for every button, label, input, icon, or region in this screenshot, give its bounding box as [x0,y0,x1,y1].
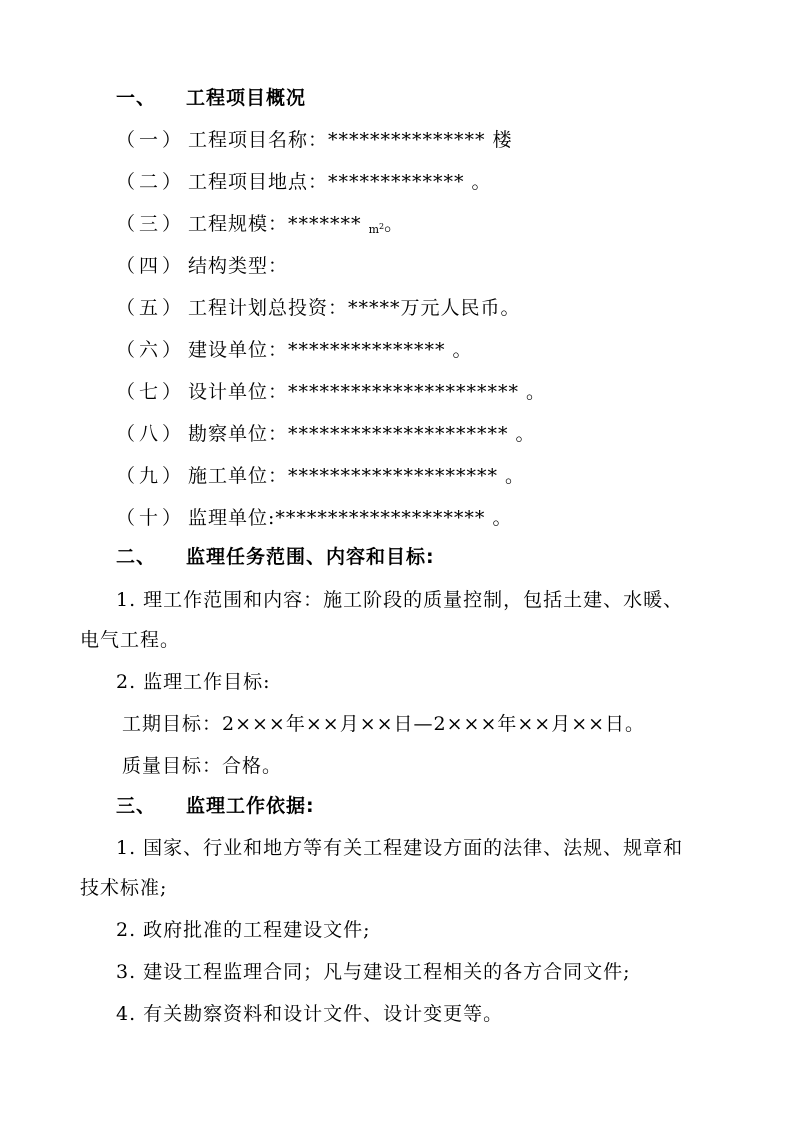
item-label: 工程规模： [188,213,289,235]
section-1-number: 一、 [116,87,157,109]
section-2-heading [116,545,435,569]
overview-item-contractor [116,464,525,488]
overview-item-structure [116,254,288,278]
item-number: （四） [116,255,186,277]
item-label: 勘察单位： [188,423,289,445]
item-number: （九） [116,465,186,487]
item-value: ******************** 。 [275,507,513,529]
overview-item-scale [116,212,403,242]
item-value: ************* 。 [328,171,492,193]
overview-item-owner [116,338,473,362]
item-label: 结构类型： [188,255,289,277]
unit-base: m [368,223,379,236]
item-value: ********************* 。 [288,423,536,445]
goals-paragraph: 2. 监理工作目标: [116,671,271,693]
overview-item-supervisor [116,506,512,530]
section-1-heading [116,86,306,110]
section-2-title: 监理任务范围、内容和目标: [186,546,435,568]
item-number: （七） [116,381,186,403]
overview-item-investment [116,296,521,320]
item-label: 设计单位： [188,381,289,403]
scope-paragraph-line-2: 电气工程。 [80,629,181,651]
item-tail: 。 [384,213,404,235]
section-3-heading [116,794,315,818]
section-2-number: 二、 [116,546,157,568]
item-number: （二） [116,171,186,193]
item-value: ******************** 。 [288,465,526,487]
item-label: 建设单位： [188,339,289,361]
item-value: *************** 。 [288,339,473,361]
unit-superscript: 2 [379,222,385,231]
basis-item-3: 3. 建设工程监理合同；凡与建设工程相关的各方合同文件; [116,961,631,983]
item-number: （三） [116,213,186,235]
item-value: ********************** 。 [288,381,547,403]
item-number: （一） [116,129,186,151]
item-value: *****万元人民币。 [348,297,521,319]
item-label: 施工单位： [188,465,289,487]
overview-item-surveyor [116,422,536,446]
item-value: ******* [288,213,362,235]
item-label: 工程项目名称： [188,129,329,151]
section-3-title: 监理工作依据: [186,795,315,817]
overview-item-designer [116,380,546,404]
quality-goal: 质量目标：合格。 [122,755,283,777]
schedule-goal: 工期目标：2×××年××月××日—2×××年××月××日。 [122,713,646,735]
basis-item-1-line-2: 技术标准; [80,877,168,899]
item-number: （六） [116,339,186,361]
item-label: 工程计划总投资： [188,297,349,319]
section-3-number: 三、 [116,795,157,817]
basis-item-4: 4. 有关勘察资料和设计文件、设计变更等。 [116,1003,504,1025]
basis-item-2: 2. 政府批准的工程建设文件; [116,919,371,941]
item-value: *************** 楼 [328,129,513,151]
item-label: 监理单位: [188,507,276,529]
item-number: （八） [116,423,186,445]
item-number: （十） [116,507,186,529]
item-number: （五） [116,297,186,319]
item-label: 工程项目地点： [188,171,329,193]
overview-item-name [116,128,513,152]
overview-item-location [116,170,492,194]
scope-paragraph-line-1: 1. 理工作范围和内容：施工阶段的质量控制，包括土建、水暖、 [116,589,684,611]
basis-item-1-line-1: 1. 国家、行业和地方等有关工程建设方面的法律、法规、规章和 [116,837,684,859]
area-unit [369,223,385,236]
section-1-title: 工程项目概况 [186,87,307,109]
